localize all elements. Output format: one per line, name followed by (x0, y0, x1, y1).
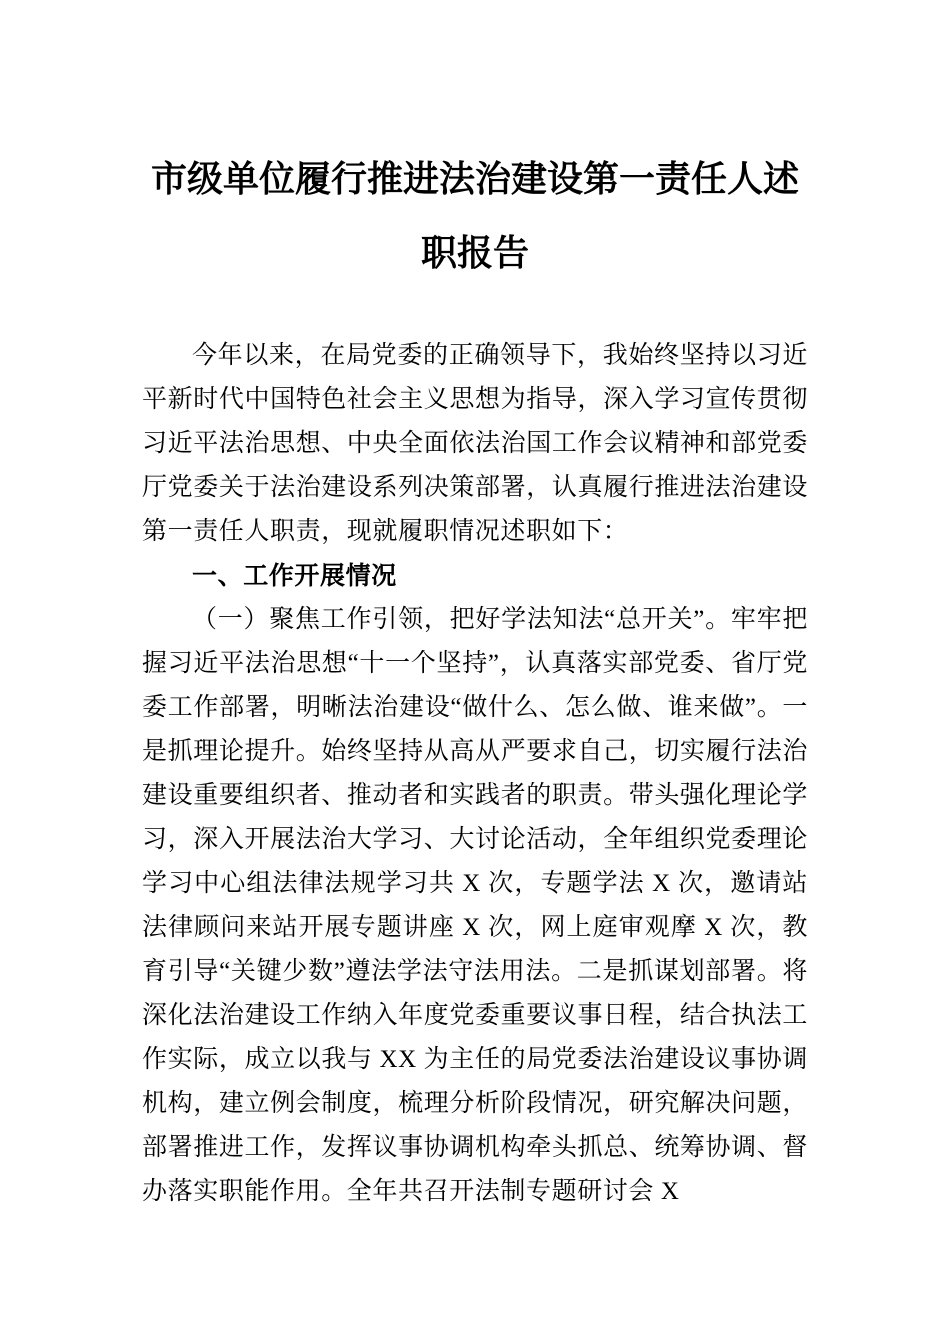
section-1-heading: 一、工作开展情况 (192, 562, 397, 590)
section-1-paragraph-1: （一）聚焦工作引领，把好学法知法“总开关”。牢牢把握习近平法治思想“十一个坚持”，认真落实部党委、省厅党委工作部署，明晰法治建设“做什么、怎么做、谁来做”。一是抓理论提升。始终坚持从高从严要求自己，切实履行法治建设重要组织者、推动者和实践者的职责。带头强化理论学习，深入开展法治大学习、大讨论活动，全年组织党委理论学习中心组法律法规学习共 X 次，专题学法 X 次，邀请站法律顾问来站开展专题讲座 X 次，网上庭审观摩 X 次，教育引导“关键少数”遵法学法守法用法。二是抓谋划部署。将深化法治建设工作纳入年度党委重要议事日程，结合执法工作实际，成立以我与 XX 为主任的局党委法治建设议事协调机构，建立例会制度，梳理分析阶段情况，研究解决问题，部署推进工作，发挥议事协调机构牵头抓总、统筹协调、督办落实职能作用。全年共召开法制专题研讨会 X (142, 606, 808, 1205)
intro-paragraph: 今年以来，在局党委的正确领导下，我始终坚持以习近平新时代中国特色社会主义思想为指导，深入学习宣传贯彻习近平法治思想、中央全面依法治国工作会议精神和部党委厅党委关于法治建设系列决策部署，认真履行推进法治建设第一责任人职责，现就履职情况述职如下： (142, 342, 808, 545)
document-title: 市级单位履行推进法治建设第一责任人述职报告 (150, 159, 799, 273)
document-body (142, 334, 808, 1214)
